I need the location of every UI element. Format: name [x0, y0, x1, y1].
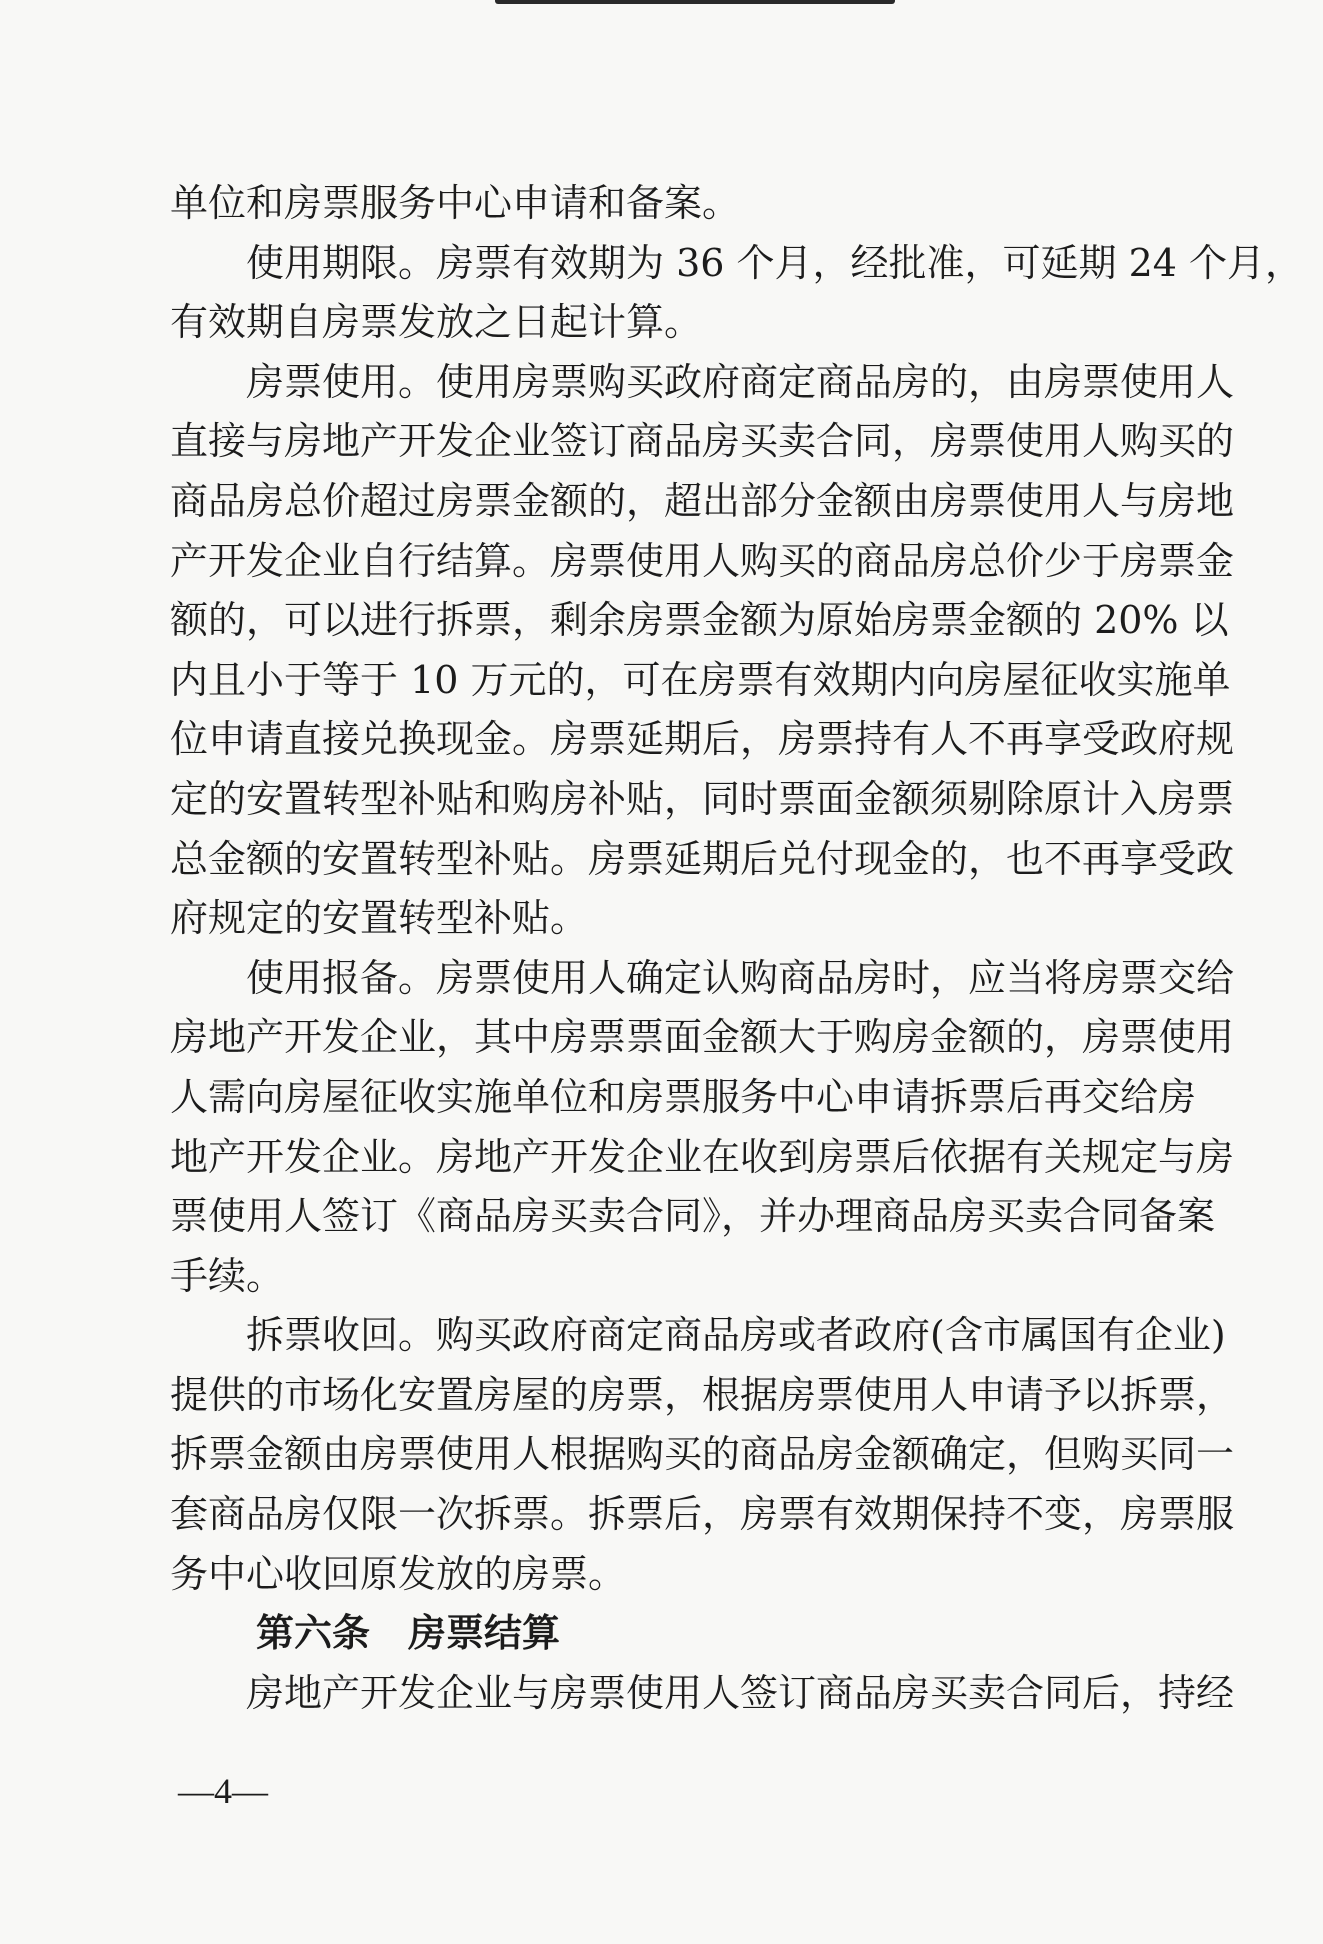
text-line: 人需向房屋征收实施单位和房票服务中心申请拆票后再交给房 [170, 1074, 1197, 1119]
text-line: 手续。 [170, 1253, 285, 1298]
text-line: 总金额的安置转型补贴。房票延期后兑付现金的，也不再享受政 [170, 836, 1235, 881]
paragraph [170, 234, 1304, 353]
text-line: 使用期限。房票有效期为 36 个月，经批准，可延期 24 个月， [246, 240, 1304, 285]
text-line: 直接与房地产开发企业签订商品房买卖合同，房票使用人购买的 [170, 419, 1235, 464]
text-line: 房地产开发企业与房票使用人签订商品房买卖合同后，持经 [246, 1670, 1235, 1715]
text-line: 位申请直接兑换现金。房票延期后，房票持有人不再享受政府规 [170, 717, 1235, 762]
text-line: 房地产开发企业，其中房票票面金额大于购房金额的，房票使用 [170, 1015, 1235, 1060]
scan-edge-shadow [495, 0, 895, 4]
text-line: 务中心收回原发放的房票。 [170, 1551, 627, 1596]
paragraph [170, 1664, 1235, 1724]
text-line: 票使用人签订《商品房买卖合同》，并办理商品房买卖合同备案 [170, 1194, 1216, 1239]
text-line: 拆票收回。购买政府商定商品房或者政府(含市属国有企业) [246, 1313, 1226, 1358]
paragraph [170, 353, 1235, 949]
heading-text: 第六条 房票结算 [256, 1611, 561, 1656]
text-line: 内且小于等于 10 万元的，可在房票有效期内向房屋征收实施单 [170, 657, 1231, 702]
text-line: 房票使用。使用房票购买政府商定商品房的，由房票使用人 [246, 359, 1235, 404]
text-line: 定的安置转型补贴和购房补贴，同时票面金额须剔除原计入房票 [170, 776, 1235, 821]
page-number: —4— [178, 1771, 268, 1811]
text-line: 使用报备。房票使用人确定认购商品房时，应当将房票交给 [246, 955, 1235, 1000]
text-line: 额的，可以进行拆票，剩余房票金额为原始房票金额的 20% 以 [170, 598, 1229, 643]
paragraph [170, 949, 1235, 1307]
paragraph [170, 1306, 1235, 1604]
section-heading [170, 1604, 1165, 1664]
text-line: 拆票金额由房票使用人根据购买的商品房金额确定，但购买同一 [170, 1432, 1235, 1477]
text-line: 有效期自房票发放之日起计算。 [170, 300, 703, 345]
paragraph [170, 174, 1165, 234]
text-line: 套商品房仅限一次拆票。拆票后，房票有效期保持不变，房票服 [170, 1492, 1235, 1537]
text-line: 产开发企业自行结算。房票使用人购买的商品房总价少于房票金 [170, 538, 1235, 583]
text-line: 提供的市场化安置房屋的房票，根据房票使用人申请予以拆票， [170, 1372, 1235, 1417]
text-line: 单位和房票服务中心申请和备案。 [170, 181, 741, 225]
text-line: 商品房总价超过房票金额的，超出部分金额由房票使用人与房地 [170, 478, 1235, 523]
text-line: 地产开发企业。房地产开发企业在收到房票后依据有关规定与房 [170, 1134, 1235, 1179]
text-line: 府规定的安置转型补贴。 [170, 896, 589, 941]
document-body [170, 174, 1304, 1723]
